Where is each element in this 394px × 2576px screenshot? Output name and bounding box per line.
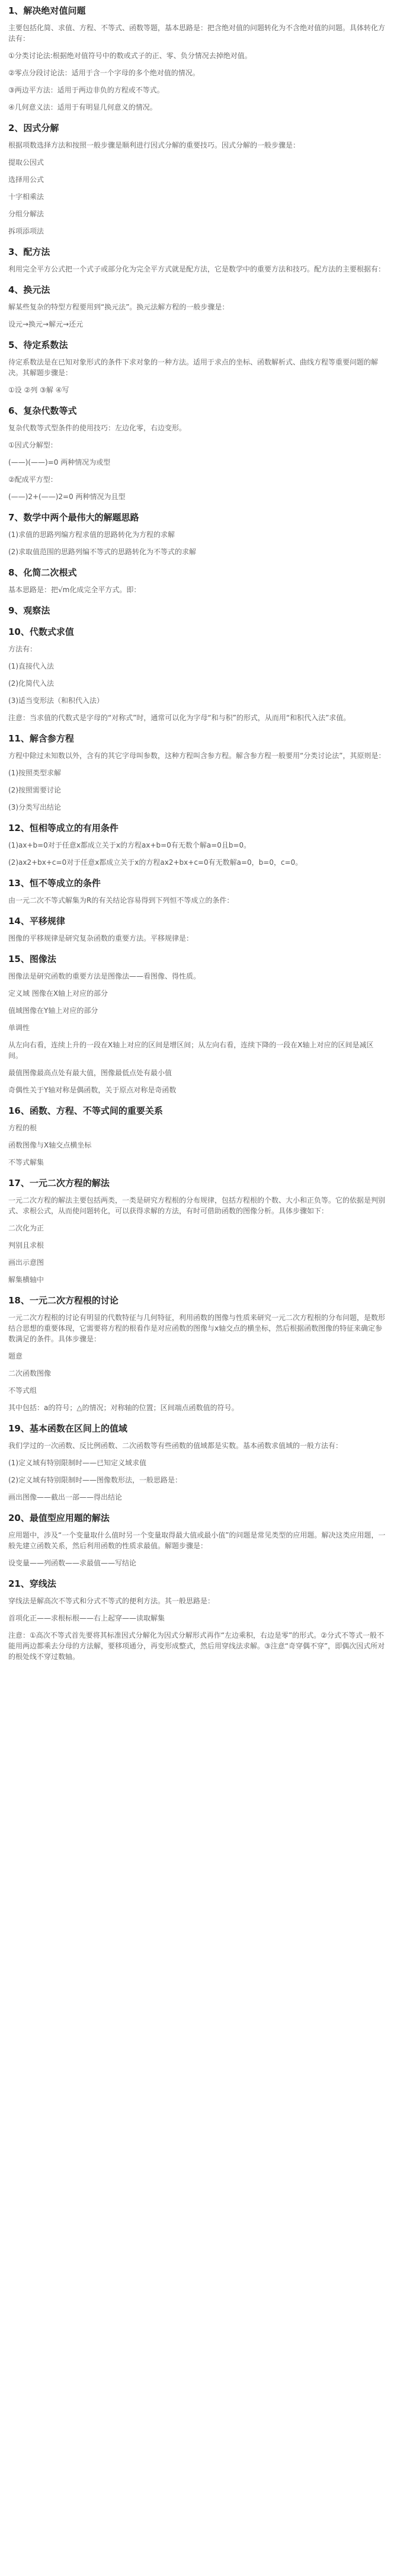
section-title: 6、复杂代数等式 <box>8 405 77 416</box>
paragraph: 不等式解集 <box>8 1158 44 1166</box>
paragraph: 待定系数法是在已知对象形式的条件下求对象的一种方法。适用于求点的坐标、函数解析式、曲线方程等重要问题的解决。其解题步骤是： <box>8 358 379 377</box>
section-title: 14、平移规律 <box>8 916 65 926</box>
section-18 <box>8 1295 386 1413</box>
paragraph: 题意 <box>8 1352 23 1360</box>
section-7 <box>8 512 386 557</box>
paragraph: ②配成平方型： <box>8 475 57 484</box>
section-19 <box>8 1423 386 1503</box>
paragraph: 图像法是研究函数的重要方法是图像法——看图像、得性质。 <box>8 972 201 980</box>
paragraph: (2)求取值范围的思路列编不等式的思路转化为不等式的求解 <box>8 548 197 556</box>
section-title: 11、解含参方程 <box>8 733 74 744</box>
paragraph: 复杂代数等式型条件的使用技巧：左边化零，右边变形。 <box>8 424 187 432</box>
paragraph: 基本思路是：把√m化成完全平方式。即： <box>8 586 141 594</box>
paragraph: (3)分类写出结论 <box>8 803 61 811</box>
paragraph: 穿线法是解高次不等式和分式不等式的便利方法。其一般思路是： <box>8 1597 215 1605</box>
paragraph: 拆项添项法 <box>8 227 44 235</box>
section-16 <box>8 1105 386 1168</box>
paragraph: 选择用公式 <box>8 175 44 184</box>
section-title: 5、待定系数法 <box>8 340 68 350</box>
paragraph: 设变量——列函数——求最值——写结论 <box>8 1559 137 1567</box>
section-title: 10、代数式求值 <box>8 627 74 637</box>
section-2 <box>8 122 386 236</box>
paragraph: (2)化简代入法 <box>8 679 54 688</box>
paragraph: 一元二次方程的解法主要包括两类，一类是研究方程根的分布规律，包括方程根的个数、大小和正负等。它的依据是判别式、求根公式，从而使问题转化，可以获得求解的方法，有时可借助函数的图像分析。具体步骤如下： <box>8 1196 386 1215</box>
paragraph: 根据项数选择方法和按照一般步骤是顺利进行因式分解的重要技巧。因式分解的一般步骤是： <box>8 141 300 149</box>
paragraph: ①设 ②列 ③解 ④写 <box>8 386 69 394</box>
paragraph: (1)求值的思路列编方程求值的思路转化为方程的求解 <box>8 530 175 539</box>
paragraph: ④几何意义法：适用于有明显几何意义的情况。 <box>8 103 157 111</box>
section-20 <box>8 1512 386 1568</box>
section-title: 3、配方法 <box>8 247 50 257</box>
section-1 <box>8 5 386 113</box>
section-10 <box>8 626 386 723</box>
paragraph: 设元→换元→解元→还元 <box>8 320 84 328</box>
paragraph: 应用题中，涉及“一个变量取什么值时另一个变量取得最大值或最小值”的问题是常见类型的应用题。解决这类应用题，一般先建立函数关系，然后利用函数的性质求最值。解题步骤是： <box>8 1531 386 1550</box>
section-title: 18、一元二次方程根的讨论 <box>8 1295 118 1306</box>
section-title: 17、一元二次方程的解法 <box>8 1178 110 1188</box>
paragraph: ②零点分段讨论法：适用于含一个字母的多个绝对值的情况。 <box>8 69 200 77</box>
paragraph: 二次化为正 <box>8 1224 44 1232</box>
paragraph: 从左向右看，连续上升的一段在X轴上对应的区间是增区间；从左向右看，连续下降的一段在X轴上对应的区间是减区间。 <box>8 1041 374 1060</box>
section-21 <box>8 1578 386 1662</box>
paragraph: (2)定义域有特别限制时——图像数形法，一般思路是： <box>8 1476 182 1484</box>
section-5 <box>8 339 386 395</box>
paragraph: 解某些复杂的特型方程要用到“换元法”。换元法解方程的一般步骤是： <box>8 303 229 311</box>
paragraph: 定义域 图像在X轴上对应的部分 <box>8 989 108 998</box>
paragraph: 注意：①高次不等式首先要将其标准因式分解化为因式分解形式再作“左边乘积，右边是零”的形式。②分式不等式一般不能用两边都乘去分母的方法解，要移项通分，再变形成整式，然后用穿线法求解。③注意“奇穿偶不穿”，即偶次因式所对的根处线不穿过数轴。 <box>8 1631 385 1661</box>
section-14 <box>8 915 386 944</box>
section-title: 8、化简二次根式 <box>8 567 77 578</box>
paragraph: (1)ax+b=0对于任意x都成立关于x的方程ax+b=0有无数个解a=0且b=0。 <box>8 841 251 849</box>
paragraph: (1)定义域有特别限制时——已知定义域求值 <box>8 1459 146 1467</box>
section-8 <box>8 567 386 595</box>
paragraph: 值域图像在Y轴上对应的部分 <box>8 1006 98 1015</box>
section-title: 12、恒相等成立的有用条件 <box>8 823 118 833</box>
section-11 <box>8 733 386 813</box>
section-6 <box>8 405 386 502</box>
paragraph: (1)按照类型求解 <box>8 769 61 777</box>
paragraph: 方法有： <box>8 645 37 653</box>
paragraph: (2)按照需要讨论 <box>8 786 61 794</box>
paragraph: 判别且求根 <box>8 1241 44 1249</box>
section-title: 19、基本函数在区间上的值域 <box>8 1423 127 1434</box>
paragraph: 提取公因式 <box>8 158 44 167</box>
paragraph: 二次函数图像 <box>8 1369 52 1378</box>
paragraph: (——)(——)=0 两种情况为或型 <box>8 458 111 466</box>
paragraph: 由一元二次不等式解集为R的有关结论容易得到下列恒不等成立的条件： <box>8 896 234 905</box>
section-title: 9、观察法 <box>8 605 50 616</box>
paragraph: (——)2+(——)2=0 两种情况为且型 <box>8 493 126 501</box>
paragraph: 解集横轴中 <box>8 1276 44 1284</box>
section-title: 1、解决绝对值问题 <box>8 5 86 16</box>
paragraph: 奇偶性关于Y轴对称是偶函数，关于原点对称是奇函数 <box>8 1086 177 1094</box>
paragraph: (1)直接代入法 <box>8 662 54 670</box>
section-title: 16、函数、方程、不等式间的重要关系 <box>8 1105 163 1116</box>
paragraph: (3)适当变形法（和积代入法） <box>8 696 104 705</box>
section-title: 4、换元法 <box>8 285 50 295</box>
paragraph: 注意：当求值的代数式是字母的“对称式”时，通常可以化为字母“和与积”的形式，从而用“和积代入法”求值。 <box>8 714 351 722</box>
section-title: 21、穿线法 <box>8 1578 56 1589</box>
paragraph: 图像的平移规律是研究复杂函数的重要方法。平移规律是： <box>8 934 194 942</box>
paragraph: 首项化正——求根标根——右上起穿——读取解集 <box>8 1614 165 1622</box>
section-4 <box>8 284 386 330</box>
section-title: 7、数学中两个最伟大的解题思路 <box>8 512 139 523</box>
section-15 <box>8 953 386 1095</box>
section-13 <box>8 877 386 906</box>
paragraph: 画出图像——截出一部——得出结论 <box>8 1493 123 1501</box>
paragraph: 我们学过的一次函数、反比例函数、二次函数等有些函数的值域都是实数。基本函数求值域的一般方法有： <box>8 1442 343 1450</box>
paragraph: 画出示意图 <box>8 1258 44 1267</box>
paragraph: 不等式组 <box>8 1386 37 1395</box>
paragraph: 十字相乘法 <box>8 193 44 201</box>
paragraph: ①分类讨论法:根据绝对值符号中的数或式子的正、零、负分情况去掉绝对值。 <box>8 52 252 60</box>
paragraph: 单调性 <box>8 1024 30 1032</box>
section-17 <box>8 1177 386 1285</box>
section-3 <box>8 246 386 274</box>
paragraph: 方程的根 <box>8 1124 37 1132</box>
paragraph: 利用完全平方公式把一个式子或部分化为完全平方式就是配方法，它是数学中的重要方法和技巧。配方法的主要根据有： <box>8 265 386 273</box>
section-12 <box>8 822 386 868</box>
section-9 <box>8 605 386 616</box>
paragraph: ③两边平方法：适用于两边非负的方程或不等式。 <box>8 86 164 94</box>
paragraph: (2)ax2+bx+c=0对于任意x都成立关于x的方程ax2+bx+c=0有无数解a=0，b=0，c=0。 <box>8 858 303 867</box>
paragraph: 最值图像最高点处有最大值，图像最低点处有最小值 <box>8 1069 172 1077</box>
section-title: 13、恒不等成立的条件 <box>8 878 101 889</box>
paragraph: 函数图像与X轴交点横坐标 <box>8 1141 92 1149</box>
paragraph: 其中包括：a的符号；△的情况；对称轴的位置；区间端点函数值的符号。 <box>8 1404 239 1412</box>
paragraph: ①因式分解型： <box>8 441 57 449</box>
paragraph: 方程中除过未知数以外，含有的其它字母叫参数，这种方程叫含参方程。解含参方程一般要用“分类讨论法”，其原则是： <box>8 752 386 760</box>
section-title: 20、最值型应用题的解法 <box>8 1513 110 1523</box>
paragraph: 一元二次方程根的讨论有明显的代数特征与几何特征，利用函数的图像与性质来研究一元二次方程根的分布问题，是数形结合思想的重要体现，它需要将方程的根看作是对应函数的图像与x轴交点的横坐标，然后根据函数图像的特征来确定参数满足的条件。具体步骤是： <box>8 1313 386 1343</box>
section-title: 2、因式分解 <box>8 123 59 133</box>
section-title: 15、图像法 <box>8 954 56 964</box>
paragraph: 分组分解法 <box>8 210 44 218</box>
paragraph: 主要包括化简、求值、方程、不等式、函数等题，基本思路是：把含绝对值的问题转化为不含绝对值的问题。具体转化方法有： <box>8 24 386 43</box>
